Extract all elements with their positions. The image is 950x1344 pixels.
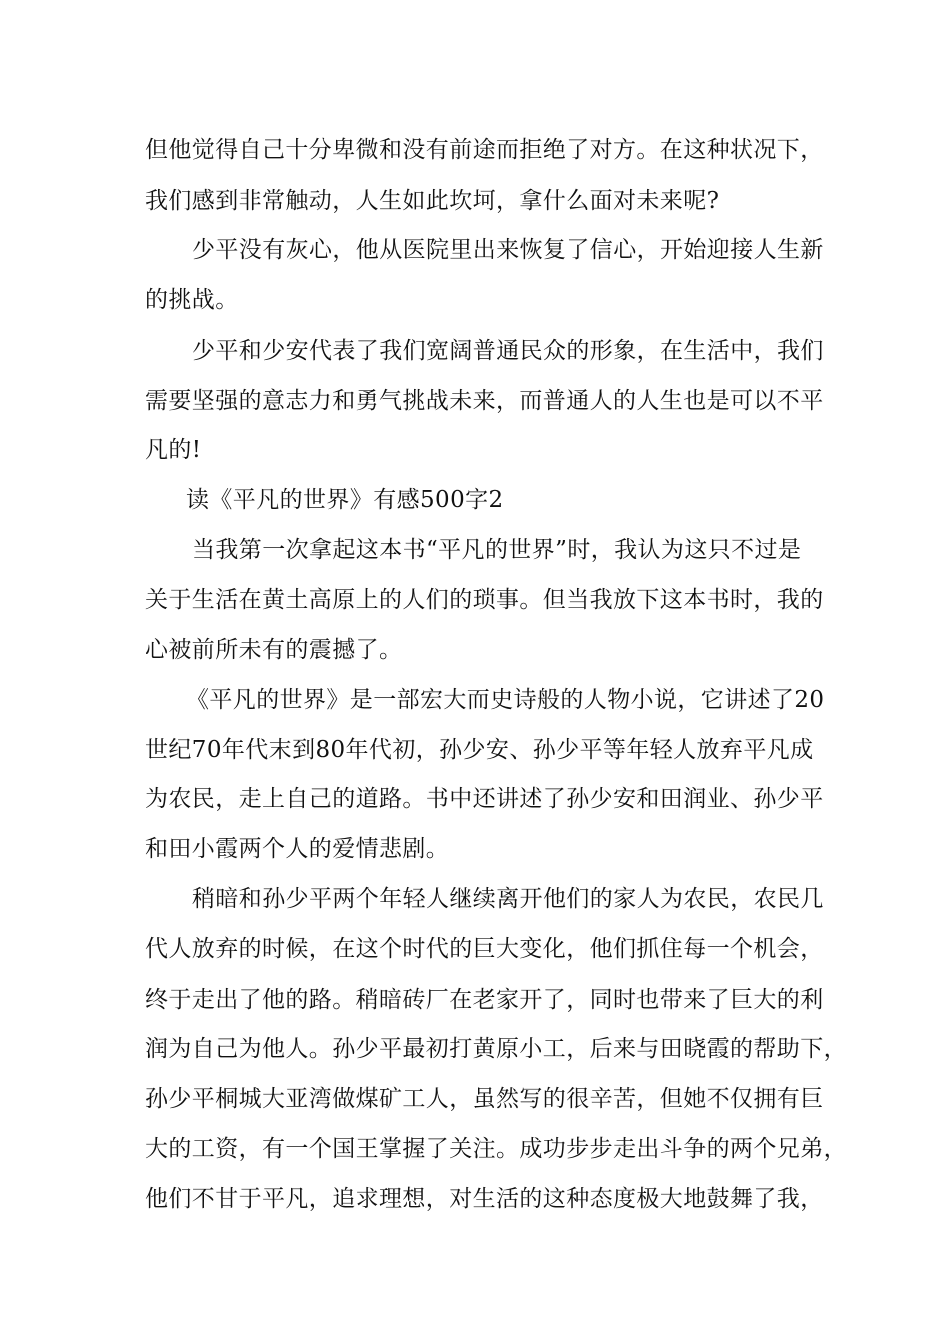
text-line: 大的工资，有一个国王掌握了关注。成功步步走出斗争的两个兄弟， [145,1136,847,1162]
text-line: 润为自己为他人。孙少平最初打黄原小工，后来与田晓霞的帮助下， [145,1036,847,1062]
text-line: 凡的! [145,437,202,463]
paragraph-first-line: 稍暗和孙少平两个年轻人继续离开他们的家人为农民，农民几 [192,886,824,912]
text-line: 世纪70年代末到80年代初，孙少安、孙少平等年轻人放弃平凡成 [145,737,814,763]
text-line: 他们不甘于平凡，追求理想，对生活的这种态度极大地鼓舞了我， [145,1186,824,1212]
text-line: 心被前所未有的震撼了。 [145,637,403,663]
text-line: 和田小霞两个人的爱情悲剧。 [145,836,450,862]
text-line: 代人放弃的时候，在这个时代的巨大变化，他们抓住每一个机会， [145,936,824,962]
paragraph-first-line: 当我第一次拿起这本书“平凡的世界”时，我认为这只不过是 [192,537,802,563]
text-line: 终于走出了他的路。稍暗砖厂在老家开了，同时也带来了巨大的利 [145,987,824,1013]
text-line: 但他觉得自己十分卑微和没有前途而拒绝了对方。在这种状况下， [145,137,824,163]
section-heading: 读《平凡的世界》有感500字2 [186,487,504,513]
text-line: 关于生活在黄土高原上的人们的琐事。但当我放下这本书时，我的 [145,587,824,613]
text-line: 需要坚强的意志力和勇气挑战未来，而普通人的人生也是可以不平 [145,388,824,414]
text-line: 为农民，走上自己的道路。书中还讲述了孙少安和田润业、孙少平 [145,786,824,812]
text-line: 孙少平桐城大亚湾做煤矿工人，虽然写的很辛苦，但她不仅拥有巨 [145,1086,824,1112]
paragraph-first-line: 少平和少安代表了我们宽阔普通民众的形象，在生活中，我们 [192,338,824,364]
paragraph-first-line: 《平凡的世界》是一部宏大而史诗般的人物小说，它讲述了20 [186,687,825,713]
text-line: 我们感到非常触动，人生如此坎坷，拿什么面对未来呢? [145,188,720,214]
text-line: 的挑战。 [145,287,239,313]
paragraph-first-line: 少平没有灰心，他从医院里出来恢复了信心，开始迎接人生新 [192,237,824,263]
